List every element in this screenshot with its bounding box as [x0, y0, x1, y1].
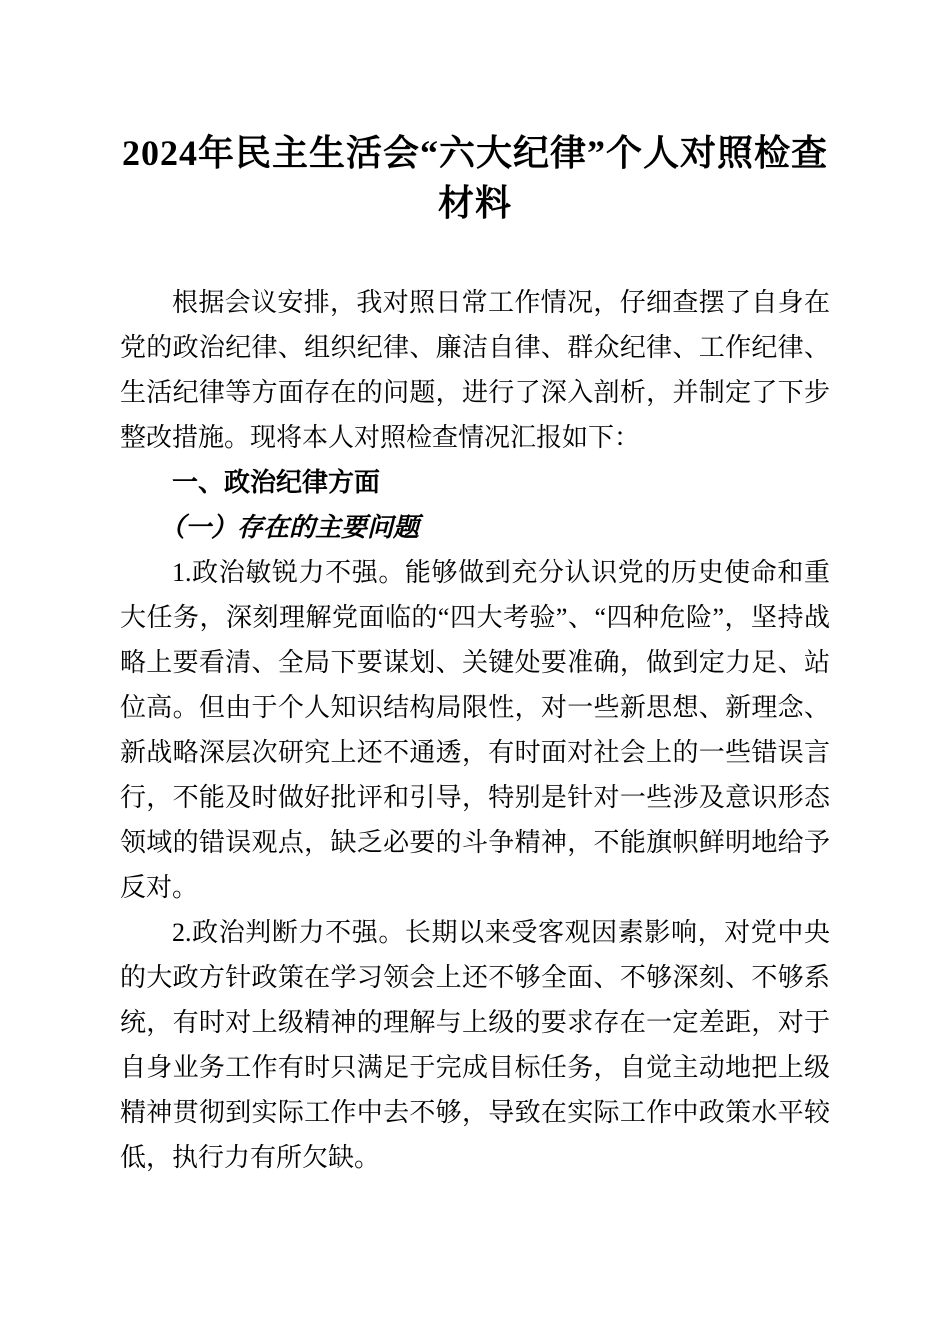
issue-paragraph-1: 1.政治敏锐力不强。能够做到充分认识党的历史使命和重大任务，深刻理解党面临的“四大考验”、“四种危险”，坚持战略上要看清、全局下要谋划、关键处要准确，做到定力足、站位高。但由于个人知识结构局限性，对一些新思想、新理念、新战略深层次研究上还不通透，有时面对社会上的一些错误言行，不能及时做好批评和引导，特别是针对一些涉及意识形态领域的错误观点，缺乏必要的斗争精神，不能旗帜鲜明地给予反对。: [120, 558, 830, 902]
issue-paragraph-2: 2.政治判断力不强。长期以来受客观因素影响，对党中央的大政方针政策在学习领会上还不够全面、不够深刻、不够系统，有时对上级精神的理解与上级的要求存在一定差距，对于自身业务工作有时只满足于完成目标任务，自觉主动地把上级精神贯彻到实际工作中去不够，导致在实际工作中政策水平较低，执行力有所欠缺。: [120, 918, 830, 1172]
section-subheading-main-problems: （一）存在的主要问题: [159, 513, 420, 542]
section-heading-political-discipline: 一、政治纪律方面: [172, 467, 381, 497]
intro-paragraph: 根据会议安排，我对照日常工作情况，仔细查摆了自身在党的政治纪律、组织纪律、廉洁自律、群众纪律、工作纪律、生活纪律等方面存在的问题，进行了深入剖析，并制定了下步整改措施。现将本人对照检查情况汇报如下：: [120, 288, 830, 452]
document-title: 2024年民主生活会“六大纪律”个人对照检查材料: [121, 133, 828, 223]
